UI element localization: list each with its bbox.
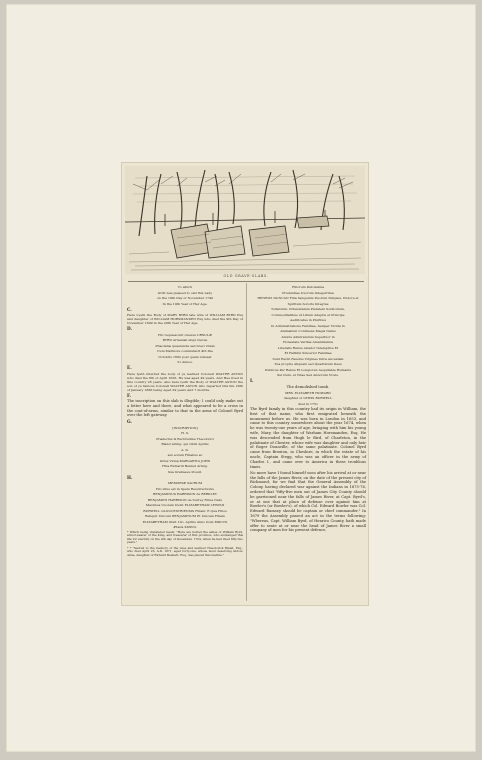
- left-column-paragraph: Cum Marmore commutavit 4th Die: [157, 349, 213, 353]
- left-column-paragraph: A. D.: [181, 447, 189, 452]
- left-column-paragraph: Here Lyeth the Body of MARY BYRD late wife of WILLIAM BYRD Esq and daughter of WILLIAM HORSMANDEN Esq who died the 9th Day of November 1699 in the 29th Year of Her Age.: [127, 313, 243, 325]
- left-column-paragraph: Ætatis XXXVII.: [173, 525, 197, 530]
- left-column-paragraph: D.: [127, 326, 132, 331]
- left-column-paragraph: Filia Richardi Bennet Armig.: [162, 464, 208, 469]
- left-column-paragraph: Sua Gratiaeve Posuit.: [167, 469, 203, 474]
- right-column-paragraph: Sunt Hechi Faustus Virgines Intra Anceidam: [272, 356, 344, 361]
- left-column-paragraph: In the 19th Year of Her Age.: [162, 301, 208, 306]
- left-column-paragraph: [INSCRIPTION]: [172, 425, 198, 430]
- left-column-paragraph: Hic requiescunt cineres URSULÆ: [157, 332, 213, 337]
- right-column-paragraph: Et Faithful Sincerior Familiae: [284, 351, 332, 355]
- left-column-paragraph: H. S.: [181, 431, 189, 436]
- left-column-paragraph: Istius Vidua MARGARITA JOHN: [159, 458, 211, 463]
- right-column-paragraph: Animalium Continens Magis Natus: [280, 329, 336, 333]
- right-column-paragraph: Sui Dum, et Vitae Sed Annorum Novis.: [277, 373, 339, 377]
- left-column-paragraph: Octobris 1692 post quam vixisset: [158, 354, 212, 359]
- left-column-paragraph: BENJAMINI HARRISON de Surrey Filius Natu: [147, 497, 223, 502]
- right-column-paragraph: Commoditatibus ut Lilium Adeptis et Principe: [271, 312, 345, 317]
- left-column-paragraph: * * "Sacred to the memory of the wise and learned Theodorick Bland, Esq., who died April 23, A.D. 1671, aged forty-one, whose most deserving widow, Anne, daughter of Richard Bennett, Esq., has placed this marble.": [127, 545, 243, 557]
- left-column-paragraph: To which: [177, 285, 193, 289]
- right-column-paragraph: Filiorum Dulcissima: [292, 285, 324, 289]
- left-column-paragraph: F.: [127, 392, 132, 398]
- left-text-column: [127, 285, 243, 559]
- right-column-paragraph: Tollentum: Orbavatatem Pietatem Soratorium,: [270, 307, 346, 311]
- left-column-paragraph: * Which being translated reads: "Here are buried the ashes of William Byrd, armor-bearer of the King, and treasurer of this province, who exchanged this life for eternity on the 4th day of December, 1704, when he had lived fifty-two years.": [127, 529, 243, 545]
- left-column-paragraph: 31 Annos.: [177, 360, 193, 364]
- right-column-paragraph: The Byrd family in this country had its origin in William, the first of that name, who first emigrated beneath the monument before us. He was born in London in 1653, and came to this country somewhere about the year 1674, when he was twenty-one years of age, bringing with him his young wife, Mary, the daughter of Warham Horsmanden, Esq. He was descended from Hugh le Bird, of Charleton, in the palatinate of Chester, whose wife was daughter and only heir of Roger Dounville, of the same palatinate. Colonel Byrd came from Broxton, in Cheshire, in which the estate of his uncle, Captain Stegg, who was an officer in the army of Charles I., and came over to America in these troublous times.: [250, 407, 366, 469]
- right-column-paragraph: MRS. ELIZABETH HOWARD: [285, 390, 331, 395]
- right-column-paragraph: Liberalis Rebus Amator Intemptive Et: [277, 345, 339, 350]
- left-column-paragraph: The inscription on this slab is illegible; I could only make out a letter here and there, and what appeared to be a cross in the coat-of-arms, similar to that in the arms of Colonel Byrd over the left gateway.: [127, 399, 243, 418]
- left-column-paragraph: Bland Armig. qui Obiit Aprilis: [161, 442, 209, 447]
- right-column-paragraph: The demolished tomb.: [286, 383, 330, 389]
- right-column-paragraph: I.: [250, 378, 254, 383]
- column-divider: [246, 283, 247, 601]
- left-column-paragraph: Hic situs est in Spem Resurrectionis: [155, 486, 215, 491]
- right-column-paragraph: Honestate Veritas Amantissima: [283, 340, 333, 344]
- left-column-paragraph: BENJAMINUS HARRISON de BERKLEY: [153, 492, 217, 497]
- left-column-paragraph: Reliquit Unicum BENJAMINUM Et Unicam Filiam: [145, 514, 225, 519]
- left-column-paragraph: C.: [127, 306, 132, 312]
- right-column-paragraph: Publicus Per Rebus Et Longioren Aequitable Humanis: [264, 367, 351, 372]
- right-column-paragraph: Aedificatus in Pluribus: [289, 318, 327, 322]
- right-column-paragraph: Spiritum Sororis Integras: [287, 301, 329, 306]
- left-column-paragraph: GOD was pleased to call this Lady: [157, 290, 213, 295]
- left-column-paragraph: BYRD Armenali stupi Indole: [162, 338, 208, 342]
- right-column-paragraph: Amicis Admirandum Superbior in: [281, 334, 335, 339]
- right-column-paragraph: daughter of LEWIS BURWELL: [283, 396, 333, 400]
- right-column-paragraph: died in 1751: [298, 401, 318, 406]
- left-column-paragraph: H.: [127, 474, 133, 480]
- left-column-paragraph: BURWELL GLOUCESTRIENSIS Filiam: E Qua Filios: [143, 508, 227, 513]
- left-column-paragraph: aut eorum Filiabus ac: [167, 453, 203, 458]
- left-column-paragraph: Præclaræ quaerenda sed brevi vitam: [155, 343, 215, 348]
- engraving-caption: OLD GRAVE-SLABS.: [223, 274, 269, 278]
- right-text-column: [250, 285, 366, 535]
- left-column-paragraph: Præfectus & Rectitudine Theodorici: [156, 436, 214, 441]
- left-column-paragraph: E.: [127, 365, 132, 370]
- right-column-paragraph: No more have I found himself soon after his arrival at or near the falls of the James River, on the date of the present city of Richmond; for we find that the General Assembly of the Colony, having declared war against the Indians in 1675-76, ordered that "fifty-five men out of James City County should be garrisoned near the falls of James River, at Capt. Byrd's, or at one that at place of defense over against him at Bowler's (or Bowler's), of which Col. Edward Bowler was Col. Edward Ramsey should be captain or chief commander." In 1679 the Assembly passed an act in the terms following: "Whereas, Capt. William Byrd, of Henrico County, hath made offer to seate at or near the head of James River a small company of men for his present defence,: [250, 470, 366, 533]
- left-column-paragraph: G.: [127, 419, 132, 425]
- engraving-old-grave-slabs: [125, 166, 365, 274]
- mat-board: [6, 4, 476, 752]
- left-column-paragraph: Here lyeth interred the body of ye learned Colonell WALTER ASTON who died the 6th of April 1656. He was aged 49 years. And Hee lived in this country 28 years. Also here lyeth the Body of WALTER ASTON the son of ye famous Colonell WALTER ASTON who departed this life 29th of January 1666 being Aged 29 years And 7 months.: [127, 371, 243, 392]
- right-column-paragraph: Prudentiae Uxorum Integerrima: [282, 290, 334, 295]
- left-column-paragraph: ELIZABETHAM Obiit 10o. Aprilis Anno Dom MDCCX: [142, 519, 228, 524]
- right-column-paragraph: Tua proprie Aliquam sed Quadratum Deus: [274, 362, 342, 366]
- left-column-paragraph: MEMORIÆ SACRUM: [167, 481, 203, 486]
- right-column-paragraph: In Administratione Familiae, Semper Vivida in: [271, 323, 345, 328]
- divider-rule: [128, 281, 364, 282]
- left-column-paragraph: Maximus Uxorem Duxit ELIZABETHAM LEWISII: [145, 503, 225, 508]
- left-column-paragraph: on the 19th Day of November 1740: [156, 296, 214, 300]
- print-sheet: [121, 162, 369, 606]
- right-column-paragraph: HENRICI DUNCAN Filia Sanguinis Duorum Simplex, Pudore et: [257, 296, 359, 300]
